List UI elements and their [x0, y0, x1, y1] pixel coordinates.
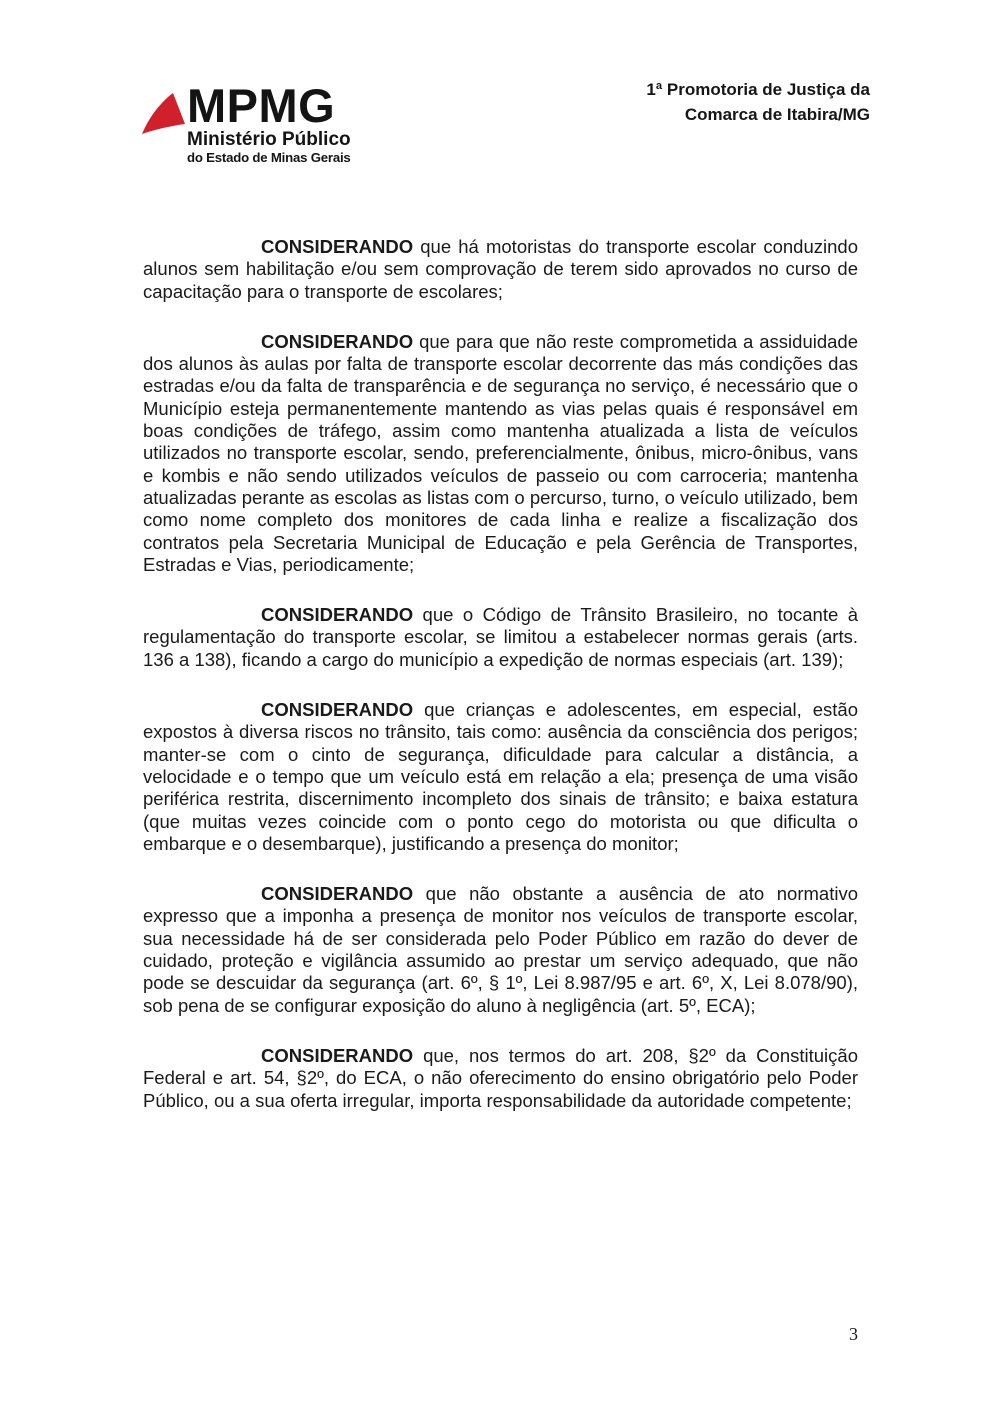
page-number: 3 — [849, 1324, 858, 1344]
paragraph-text: que o Código de Trânsito Brasileiro, no tocante à regulamentação do transporte escolar, se limitou a estabelecer normas gerais (arts. 136 a 138), ficando a cargo do município a expedição de normas especiais (art. 139); — [143, 604, 858, 670]
paragraph-text: que não obstante a ausência de ato normativo expresso que a imponha a presença de monitor nos veículos de transporte escolar, sua necessidade há de ser considerada pelo Poder Público em razão do dever de cuidado, proteção e vigilância assumido ao prestar um serviço adequado, que não pode se descuidar da segurança (art. 6º, § 1º, Lei 8.987/95 e art. 6º, X, Lei 8.078/90), sob pena de se configurar exposição do aluno à negligência (art. 5º, ECA); — [143, 883, 858, 1016]
paragraph-considerando-5 — [143, 883, 858, 1017]
logo-org-line2: do Estado de Minas Gerais — [187, 150, 351, 165]
office-line2: Comarca de Itabira/MG — [684, 104, 870, 124]
logo-text — [187, 79, 351, 165]
paragraph-text: que há motoristas do transporte escolar conduzindo alunos sem habilitação e/ou sem comprovação de terem sido aprovados no curso de capacitação para o transporte de escolares; — [143, 236, 858, 302]
paragraph-lead: CONSIDERANDO — [261, 236, 414, 257]
paragraph-lead: CONSIDERANDO — [261, 699, 414, 721]
mpmg-logo — [140, 79, 351, 165]
office-line1: 1ª Promotoria de Justiça da — [646, 80, 870, 99]
paragraph-lead: CONSIDERANDO — [261, 330, 414, 352]
paragraph-considerando-3 — [143, 604, 858, 671]
paragraph-text: que crianças e adolescentes, em especial, estão expostos à diversa riscos no trânsito, tais como: ausência da consciência dos perigos; manter-se com o cinto de segurança, dificuldade para calcular a distância, a velocidade e o tempo que um veículo está em relação a ela; presença de uma visão periférica restrita, discernimento incompleto dos sinais de trânsito; e baixa estatura (que muitas vezes coincide com o ponto cego do motorista ou que dificulta o embarque e o desembarque), justificando a presença do monitor; — [143, 699, 858, 854]
paragraph-lead: CONSIDERANDO — [261, 883, 414, 905]
paragraph-text: que para que não reste comprometida a assiduidade dos alunos às aulas por falta de transporte escolar decorrente das más condições das estradas e/ou da falta de transparência e de segurança no serviço, é necessário que o Município esteja permanentemente mantendo as vias pelas quais é responsável em boas condições de tráfego, assim como mantenha atualizada a lista de veículos utilizados no transporte escolar, sendo, preferencialmente, ônibus, micro-ônibus, vans e kombis e não sendo utilizados veículos de passeio ou com carroceria; mantenha atualizadas perante as escolas as listas com o percurso, turno, o veículo utilizado, bem como nome completo dos monitores de cada linha e realize a fiscalização dos contratos pela Secretaria Municipal de Educação e pela Gerência de Transportes, Estradas e Vias, periodicamente; — [143, 330, 858, 575]
office-header — [646, 78, 870, 127]
paragraph-considerando-4 — [143, 699, 858, 855]
document-body — [143, 236, 858, 1140]
paragraph-lead: CONSIDERANDO — [261, 604, 414, 626]
paragraph-considerando-1 — [143, 236, 858, 303]
logo-acronym: MPMG — [187, 79, 336, 132]
paragraph-considerando-6 — [143, 1045, 858, 1112]
logo-org-line1: Ministério Público — [187, 129, 351, 150]
logo-flag-icon — [140, 92, 187, 136]
paragraph-lead: CONSIDERANDO — [261, 1044, 414, 1066]
paragraph-considerando-2 — [143, 331, 858, 576]
paragraph-text: que, nos termos do art. 208, §2º da Constituição Federal e art. 54, §2º, do ECA, o não oferecimento do ensino obrigatório pelo Poder Público, ou a sua oferta irregular, importa responsabilidade da autoridade competente; — [143, 1044, 858, 1111]
